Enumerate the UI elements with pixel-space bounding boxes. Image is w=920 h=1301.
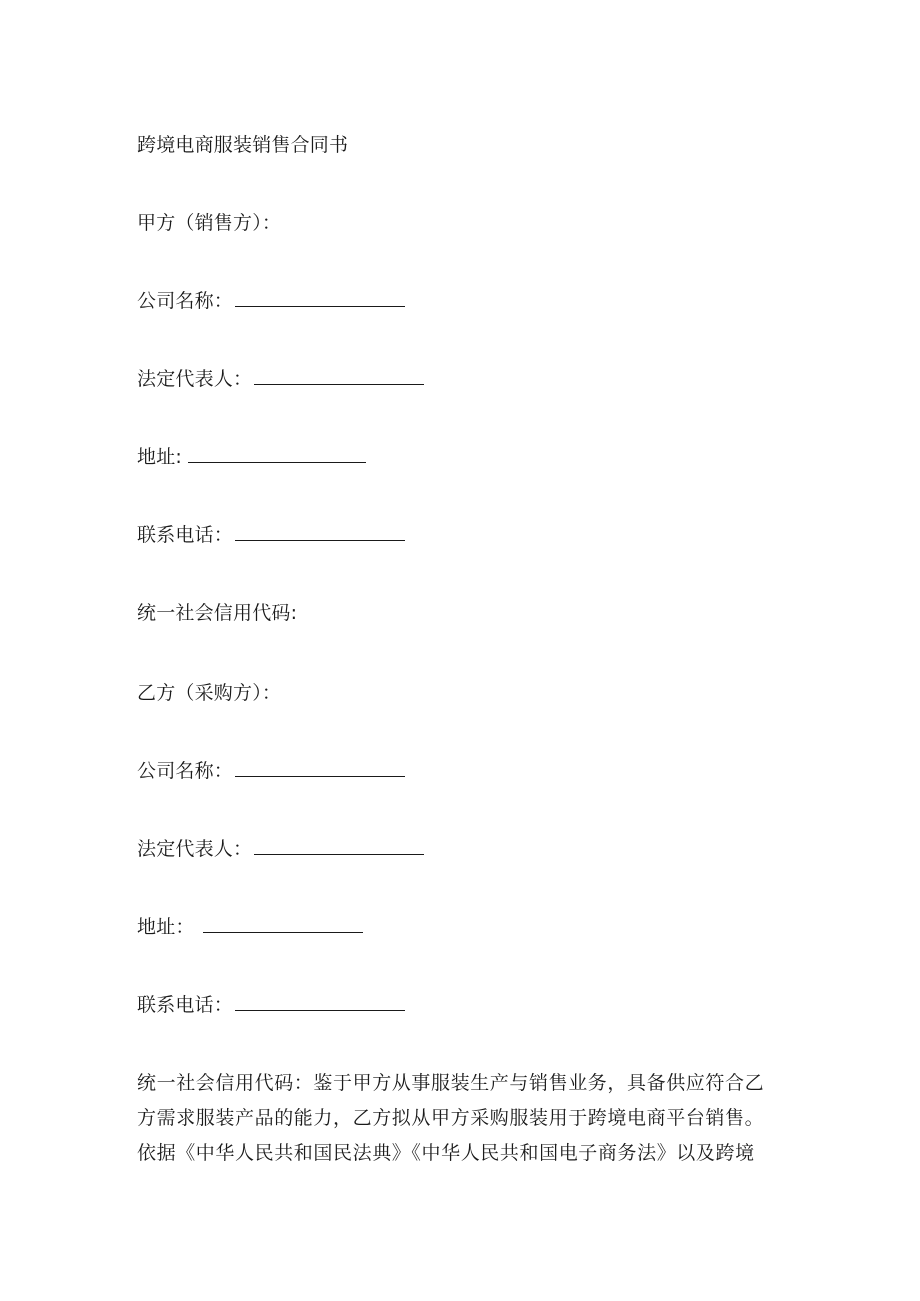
party-b-company-label: 公司名称：: [137, 760, 234, 782]
party-b-address-label: 地址：: [137, 916, 195, 938]
preamble-line: 统一社会信用代码：鉴于甲方从事服装生产与销售业务，具备供应符合乙: [137, 1072, 765, 1094]
party-b-address-row: [137, 914, 363, 940]
party-a-address-row: [137, 444, 366, 470]
party-a-phone-blank: [235, 522, 405, 541]
party-b-address-blank: [203, 914, 363, 933]
party-b-rep-blank: [254, 836, 424, 855]
party-b-phone-row: [137, 992, 405, 1018]
party-b-phone-label: 联系电话：: [137, 994, 234, 1016]
party-a-address-blank: [188, 444, 366, 463]
party-a-company-label: 公司名称：: [137, 290, 234, 312]
preamble-line: 方需求服装产品的能力，乙方拟从甲方采购服装用于跨境电商平台销售。: [137, 1107, 765, 1129]
party-a-rep-blank: [254, 366, 424, 385]
document-title: 跨境电商服装销售合同书: [137, 134, 349, 156]
party-a-phone-row: [137, 522, 405, 548]
party-a-company-row: [137, 288, 405, 314]
party-a-company-blank: [235, 288, 405, 307]
party-b-rep-label: 法定代表人：: [137, 838, 253, 860]
party-b-company-blank: [235, 758, 405, 777]
party-a-phone-label: 联系电话：: [137, 524, 234, 546]
party-a-address-label: 地址:: [137, 446, 183, 468]
preamble-line: 依据《中华人民共和国民法典》《中华人民共和国电子商务法》以及跨境: [137, 1142, 755, 1164]
party-b-company-row: [137, 758, 405, 784]
party-b-phone-blank: [235, 992, 405, 1011]
party-a-rep-row: [137, 366, 424, 392]
party-b-heading: 乙方（采购方）：: [137, 682, 282, 704]
party-a-credit-code-label: 统一社会信用代码:: [137, 602, 298, 624]
preamble-paragraph: [137, 1066, 787, 1171]
party-b-rep-row: [137, 836, 424, 862]
party-a-heading: 甲方（销售方）：: [137, 212, 282, 234]
party-a-rep-label: 法定代表人：: [137, 368, 253, 390]
